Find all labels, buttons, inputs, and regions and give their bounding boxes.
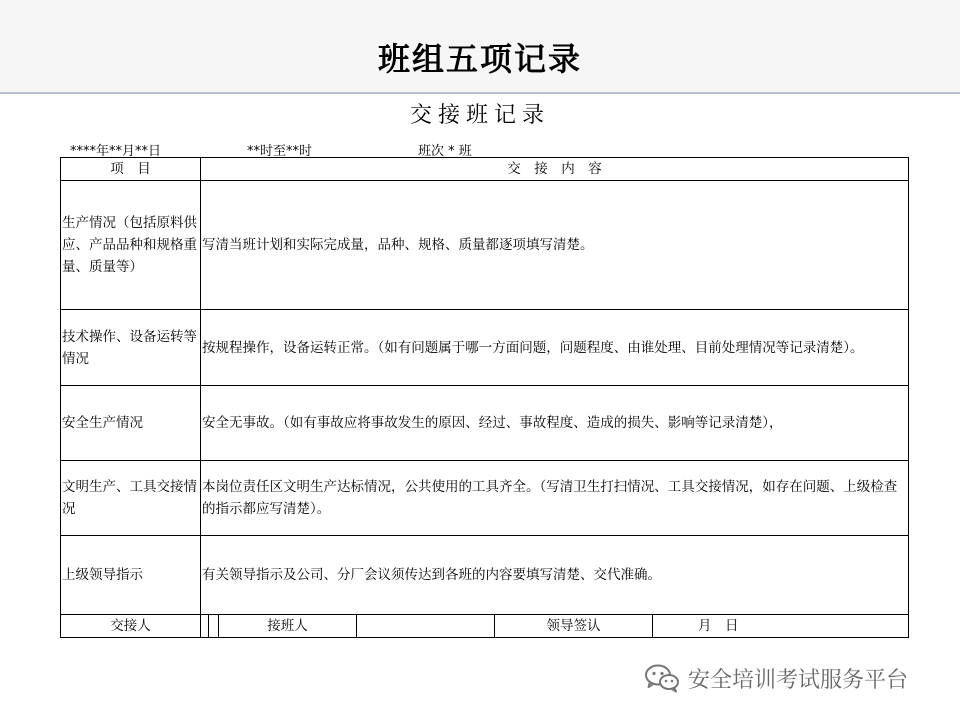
handover-table <box>60 157 909 638</box>
row-content-civilized: 本岗位责任区文明生产达标情况，公共使用的工具齐全。（写清卫生打扫情况、工具交接情况，如存在问题、上级检查的指示都应写清楚）。 <box>201 461 909 536</box>
row-item-instructions: 上级领导指示 <box>61 536 201 615</box>
table-row <box>61 310 909 386</box>
leader-label: 领导签认 <box>495 615 653 638</box>
row-item-production: 生产情况（包括原料供应、产品品种和规格重量、质量等） <box>61 181 201 310</box>
table-row <box>61 181 909 310</box>
watermark-text: 安全培训考试服务平台 <box>688 667 909 693</box>
shift-field: 班次 * 班 <box>418 144 472 159</box>
table-row <box>61 461 909 536</box>
row-content-technical: 按规程操作，设备运转正常。（如有问题属于哪一方面问题，问题程度、由谁处理、目前处理情况等记录清楚）。 <box>201 310 909 386</box>
table-row <box>61 536 909 615</box>
row-item-safety: 安全生产情况 <box>61 386 201 461</box>
row-content-safety: 安全无事故。（如有事故应将事故发生的原因、经过、事故程度、造成的损失、影响等记录清楚）， <box>201 386 909 461</box>
handover-signature-cell <box>209 615 219 638</box>
date-label: 月 日 <box>653 615 909 638</box>
slide-title: 班组五项记录 <box>377 40 582 78</box>
header-item: 项 目 <box>61 158 201 181</box>
table-header-row <box>61 158 909 181</box>
date-field: ****年**月**日 <box>70 144 162 159</box>
wechat-icon <box>644 663 680 693</box>
row-content-instructions: 有关领导指示及公司、分厂会议须传达到各班的内容要填写清楚、交代准确。 <box>201 536 909 615</box>
signature-row <box>61 615 909 638</box>
form-title: 交接班记录 <box>409 103 550 128</box>
handover-person-label: 交接人 <box>61 615 201 638</box>
receiver-signature-cell <box>357 615 495 638</box>
row-item-civilized: 文明生产、工具交接情况 <box>61 461 201 536</box>
row-content-production: 写清当班计划和实际完成量，品种、规格、质量都逐项填写清楚。 <box>201 181 909 310</box>
slide-header <box>0 0 960 94</box>
watermark <box>644 662 908 694</box>
receiver-label: 接班人 <box>219 615 357 638</box>
time-field: **时至**时 <box>247 144 313 159</box>
handover-signature-cell <box>201 615 209 638</box>
table-row <box>61 386 909 461</box>
row-item-technical: 技术操作、设备运转等情况 <box>61 310 201 386</box>
header-content: 交 接 内 容 <box>201 158 909 181</box>
